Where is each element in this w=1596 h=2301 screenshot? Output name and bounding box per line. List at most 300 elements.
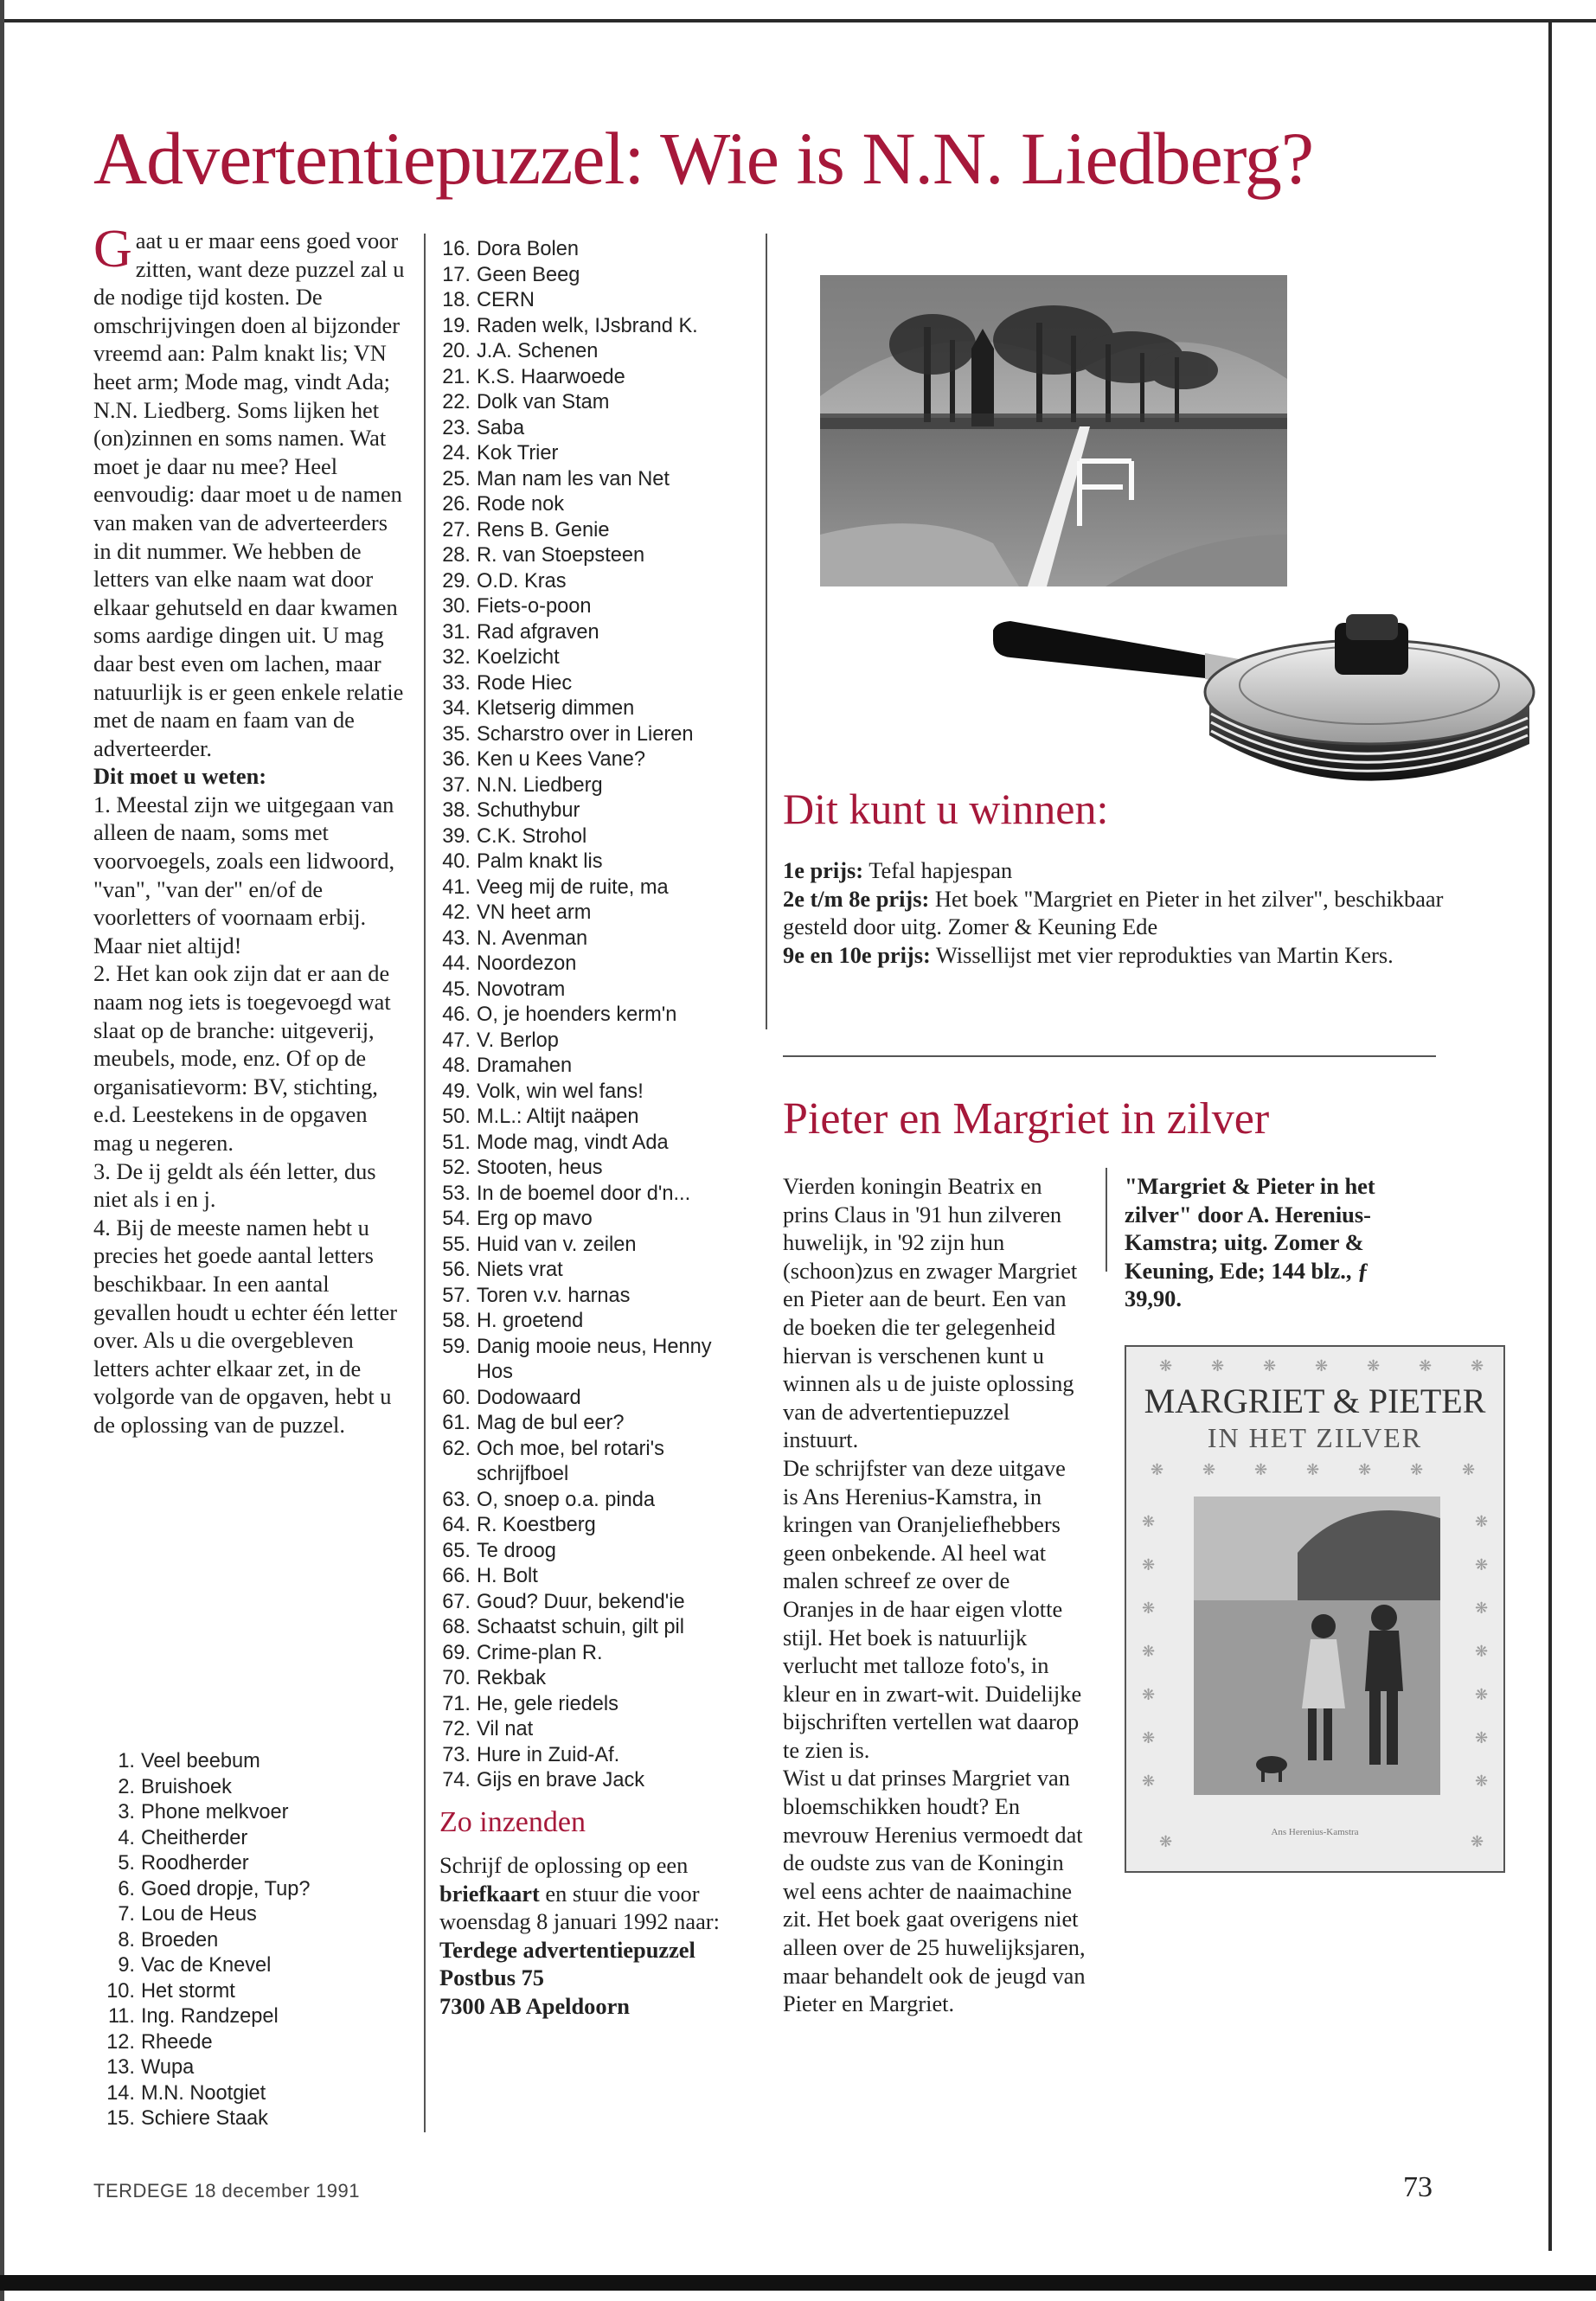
clue-number: 73. <box>442 1743 471 1766</box>
clue-item <box>439 1131 742 1157</box>
rules-subheading: Dit moet u weten: <box>93 763 267 790</box>
clue-text: Broeden <box>141 1928 219 1952</box>
svg-text:❋: ❋ <box>1475 1513 1489 1531</box>
clue-item <box>439 875 742 901</box>
clue-text: Te droog <box>477 1539 556 1562</box>
clue-number: 40. <box>442 850 471 873</box>
svg-text:❋: ❋ <box>1142 1686 1156 1704</box>
clue-number: 61. <box>442 1412 471 1434</box>
clue-text: M.L.: Altijt naäpen <box>477 1106 639 1128</box>
svg-text:❋: ❋ <box>1142 1599 1156 1618</box>
rule-item: 1. Meestal zijn we uitgegaan van alleen de naam, soms met voorvoegels, zoals een lidwoord, "van", "van der" en/of de voorletters of voornaam erbij. Maar niet altijd! <box>93 791 395 958</box>
clue-number: 63. <box>442 1488 471 1511</box>
clue-text: Scharstro over in Lieren <box>477 722 694 746</box>
clue-number: 13. <box>106 2056 135 2079</box>
svg-text:❋: ❋ <box>1263 1357 1277 1375</box>
clue-number: 28. <box>442 544 471 567</box>
clue-text: C.K. Strohol <box>477 824 587 848</box>
clue-text: N.N. Liedberg <box>477 773 603 797</box>
clue-text: M.N. Nootgiet <box>141 2081 266 2105</box>
clue-item <box>439 1386 742 1412</box>
clue-item <box>439 798 742 824</box>
clue-text: In de boemel door d'n... <box>477 1182 691 1205</box>
clue-text: Rheede <box>141 2030 213 2054</box>
clue-text: Danig mooie neus, Henny Hos <box>477 1335 712 1383</box>
clue-item <box>93 2004 310 2030</box>
clue-text: Rode nok <box>477 493 564 516</box>
article-heading: Pieter en Margriet in zilver <box>783 1094 1270 1144</box>
clue-text: Och moe, bel rotari's schrijfboel <box>477 1437 664 1485</box>
clue-number: 72. <box>442 1718 471 1740</box>
clue-text: Koelzicht <box>477 646 560 669</box>
address-line <box>439 1936 742 1965</box>
clue-number: 60. <box>442 1386 471 1409</box>
intro-paragraph <box>93 220 407 762</box>
clue-number: 74. <box>442 1769 471 1791</box>
clue-item <box>439 773 742 799</box>
clue-item <box>439 1488 742 1514</box>
clue-text: O.D. Kras <box>477 569 567 593</box>
page-title: Advertentiepuzzel: Wie is N.N. Liedberg? <box>93 117 1314 200</box>
clue-number: 59. <box>442 1335 471 1358</box>
clue-number: 12. <box>106 2030 135 2054</box>
clue-text: Goed dropje, Tup? <box>141 1877 311 1900</box>
clue-number: 50. <box>442 1106 471 1128</box>
clue-item <box>93 2106 310 2132</box>
clue-text: Vac de Knevel <box>141 1954 272 1977</box>
svg-text:❋: ❋ <box>1475 1729 1489 1747</box>
svg-text:❋: ❋ <box>1358 1461 1372 1479</box>
clue-number: 6. <box>118 1877 135 1900</box>
clue-number: 11. <box>107 2005 135 2028</box>
clue-item <box>439 645 742 671</box>
clue-number: 62. <box>442 1437 471 1460</box>
svg-text:❋: ❋ <box>1475 1643 1489 1661</box>
clue-number: 14. <box>106 2081 135 2105</box>
clue-item <box>439 1615 742 1641</box>
clue-item <box>93 1928 310 1954</box>
clue-text: Goud? Duur, bekend'ie <box>477 1590 685 1613</box>
clue-number: 2. <box>118 1775 135 1798</box>
clue-number: 19. <box>442 314 471 337</box>
clue-number: 18. <box>442 289 471 311</box>
clue-item <box>439 339 742 365</box>
clue-item <box>439 901 742 926</box>
clue-text: Erg op mavo <box>477 1208 593 1230</box>
prize-item <box>783 885 1449 941</box>
clue-text: Mag de bul eer? <box>477 1412 625 1434</box>
clue-text: Raden welk, IJsbrand K. <box>477 314 698 337</box>
svg-text:❋: ❋ <box>1475 1772 1489 1791</box>
clue-text: Schiere Staak <box>141 2107 268 2130</box>
clue-number: 35. <box>442 722 471 746</box>
clue-item <box>439 1641 742 1667</box>
clue-item <box>439 747 742 773</box>
column-rule <box>1106 1168 1107 1272</box>
clue-text: Rode Hiec <box>477 671 573 695</box>
clue-text: Kok Trier <box>477 442 559 465</box>
clue-item <box>93 1775 310 1801</box>
svg-text:❋: ❋ <box>1159 1357 1173 1375</box>
book-caption: "Margriet & Pieter in het zilver" door A. Herenius-Kamstra; uitg. Zomer & Keuning, Ede; 144 blz., ƒ 39,90. <box>1125 1173 1375 1312</box>
clue-number: 44. <box>442 952 471 975</box>
clue-item <box>93 2055 310 2081</box>
clue-item <box>93 1902 310 1928</box>
book-title-line2: IN HET ZILVER <box>1207 1422 1423 1453</box>
clue-item <box>439 237 742 263</box>
clue-item <box>439 314 742 340</box>
clue-item <box>439 467 742 493</box>
clue-item <box>439 1437 742 1488</box>
clue-text: Dora Bolen <box>477 238 580 260</box>
frame-left <box>0 0 4 2301</box>
clue-item <box>439 441 742 467</box>
svg-text:❋: ❋ <box>1419 1357 1433 1375</box>
clue-item <box>93 1877 310 1903</box>
prize-text: Wissellijst met vier reprodukties van Martin Kers. <box>930 941 1394 968</box>
address-line <box>439 1992 742 2021</box>
prize-label: 1e prijs: <box>783 857 864 883</box>
column-rule <box>766 234 767 1029</box>
footer-publication: TERDEGE 18 december 1991 <box>93 2180 360 2202</box>
clue-item <box>439 1564 742 1590</box>
frame-right <box>1548 19 1552 2251</box>
svg-text:❋: ❋ <box>1142 1513 1156 1531</box>
clue-number: 68. <box>442 1616 471 1638</box>
clue-number: 5. <box>118 1852 135 1875</box>
clue-text: Cheitherder <box>141 1826 248 1849</box>
clue-item <box>439 1717 742 1743</box>
clue-item <box>439 1054 742 1080</box>
clue-text: Novotram <box>477 977 566 1001</box>
clue-number: 29. <box>442 569 471 593</box>
clue-text: VN heet arm <box>477 901 592 924</box>
clue-item <box>93 1851 310 1877</box>
clue-text: Dolk van Stam <box>477 391 610 413</box>
svg-text:❋: ❋ <box>1475 1686 1489 1704</box>
clue-item <box>439 1513 742 1539</box>
clue-number: 65. <box>442 1539 471 1562</box>
svg-text:❋: ❋ <box>1142 1729 1156 1747</box>
clue-number: 34. <box>442 697 471 720</box>
clue-text: Phone melkvoer <box>141 1801 289 1823</box>
clue-text: O, je hoenders kerm'n <box>477 1003 677 1026</box>
clue-text: Roodherder <box>141 1852 249 1875</box>
clue-item <box>439 1411 742 1437</box>
clue-number: 67. <box>442 1590 471 1613</box>
prize-label: 2e t/m 8e prijs: <box>783 885 930 912</box>
clue-text: Gijs en brave Jack <box>477 1769 645 1791</box>
prizes-heading: Dit kunt u winnen: <box>783 785 1109 833</box>
clue-item <box>439 1258 742 1284</box>
clue-number: 17. <box>442 263 471 286</box>
clue-item <box>439 416 742 442</box>
article-paragraph: Wist u dat prinses Margriet van bloemschikken houdt? En mevrouw Herenius vermoedt dat de oudste zus van de Koningin wel eens achter de naaimachine zit. Het boek gaat overigens niet alleen over de 25 huwelijksjaren, maar behandelt ook de jeugd van Pieter en Margriet. <box>783 1765 1086 2017</box>
clue-item <box>439 671 742 697</box>
clue-item <box>439 696 742 722</box>
rule-item: 2. Het kan ook zijn dat er aan de naam nog iets is toegevoegd wat slaat op de branche: uitgeverij, meubels, mode, enz. Of op de organisatievorm: BV, stichting, e.d. Leestekens in de opgaven mag u negeren. <box>93 960 391 1156</box>
clue-number: 16. <box>442 238 471 260</box>
clue-text: Hure in Zuid-Af. <box>477 1743 620 1766</box>
clue-item <box>439 824 742 850</box>
clue-item <box>439 1029 742 1054</box>
clue-text: Crime-plan R. <box>477 1641 603 1664</box>
clue-item <box>439 263 742 289</box>
clue-number: 20. <box>442 340 471 362</box>
clue-item <box>439 722 742 748</box>
clue-number: 8. <box>118 1928 135 1952</box>
clue-text: Schuthybur <box>477 799 580 822</box>
clue-number: 15. <box>106 2107 135 2130</box>
clue-item <box>439 1309 742 1335</box>
clue-text: J.A. Schenen <box>477 340 599 362</box>
clue-item <box>439 1768 742 1794</box>
clue-text: Fiets-o-poon <box>477 595 592 618</box>
svg-text:❋: ❋ <box>1471 1833 1484 1851</box>
clue-text: Bruishoek <box>141 1775 232 1798</box>
svg-text:❋: ❋ <box>1475 1599 1489 1618</box>
clue-item <box>439 1335 742 1386</box>
clue-text: Stooten, heus <box>477 1157 603 1179</box>
clue-number: 39. <box>442 824 471 848</box>
clue-text: Rens B. Genie <box>477 518 610 542</box>
clue-text: Rad afgraven <box>477 620 599 644</box>
book-title-line1: MARGRIET & PIETER <box>1144 1381 1486 1420</box>
clue-text: Kletserig dimmen <box>477 697 635 720</box>
clue-item <box>439 1003 742 1029</box>
clue-text: Veel beebum <box>141 1750 260 1772</box>
clue-number: 27. <box>442 518 471 542</box>
frame-bottom <box>0 2275 1596 2291</box>
book-cover-image <box>1125 1345 1505 1873</box>
zo-inzenden-instructions <box>439 1851 742 1936</box>
clue-number: 22. <box>442 391 471 413</box>
clue-text: Saba <box>477 416 525 439</box>
clue-number: 66. <box>442 1565 471 1587</box>
clue-number: 58. <box>442 1310 471 1332</box>
clue-text: Mode mag, vindt Ada <box>477 1131 669 1154</box>
clue-text: He, gele riedels <box>477 1692 619 1715</box>
clue-number: 52. <box>442 1157 471 1179</box>
book-author: Ans Herenius-Kamstra <box>1271 1827 1359 1837</box>
clue-item <box>93 1953 310 1979</box>
clue-item <box>439 1666 742 1692</box>
clue-item <box>439 365 742 391</box>
clue-text: Geen Beeg <box>477 263 580 286</box>
svg-text:❋: ❋ <box>1142 1643 1156 1661</box>
clue-text: Ken u Kees Vane? <box>477 748 646 771</box>
svg-text:❋: ❋ <box>1475 1556 1489 1574</box>
clue-text: Rekbak <box>477 1667 546 1689</box>
clue-number: 30. <box>442 595 471 618</box>
prize-label: 9e en 10e prijs: <box>783 941 931 968</box>
article-body <box>783 1172 1086 2018</box>
clue-item <box>439 288 742 314</box>
svg-text:❋: ❋ <box>1159 1833 1173 1851</box>
prize-item <box>783 856 1449 885</box>
clue-item <box>439 518 742 544</box>
tefal-pan-image <box>993 571 1564 813</box>
clue-number: 41. <box>442 875 471 899</box>
clue-number: 70. <box>442 1667 471 1689</box>
prizes-list <box>783 856 1449 969</box>
clue-item <box>439 569 742 595</box>
clue-number: 21. <box>442 365 471 388</box>
clue-item <box>439 1080 742 1106</box>
clue-text: Palm knakt lis <box>477 850 603 873</box>
clue-text: Vil nat <box>477 1718 534 1740</box>
clue-text: Veeg mij de ruite, ma <box>477 875 669 899</box>
clue-number: 69. <box>442 1641 471 1664</box>
clue-number: 45. <box>442 977 471 1001</box>
zo-inzenden-text <box>439 1851 742 2021</box>
clue-text: R. van Stoepsteen <box>477 544 645 567</box>
clue-number: 38. <box>442 799 471 822</box>
clue-number: 51. <box>442 1131 471 1154</box>
clue-item <box>93 1800 310 1826</box>
clue-item <box>439 620 742 646</box>
instruction-bold: briefkaart <box>439 1880 540 1907</box>
svg-text:❋: ❋ <box>1471 1357 1484 1375</box>
clue-number: 64. <box>442 1514 471 1536</box>
frame-top <box>0 19 1596 22</box>
clue-text: Dodowaard <box>477 1386 581 1409</box>
clue-number: 32. <box>442 646 471 669</box>
clue-number: 24. <box>442 442 471 465</box>
clue-text: Volk, win wel fans! <box>477 1080 644 1103</box>
svg-text:❋: ❋ <box>1142 1772 1156 1791</box>
instruction-part: Schrijf de oplossing op een <box>439 1852 689 1878</box>
clue-number: 26. <box>442 493 471 516</box>
clue-item <box>439 1590 742 1616</box>
article-paragraph: De schrijfster van deze uitgave is Ans Herenius-Kamstra, in kringen van Oranjeliefhebbers geen onbekende. Al heel wat malen schreef ze over de Oranjes in de haar eigen vlotte stijl. Het boek is natuurlijk verlucht met talloze foto's, in kleur en in zwart-wit. Duidelijke bijschriften vertellen wat daarop te zien is. <box>783 1454 1082 1763</box>
clue-item <box>439 1105 742 1131</box>
clue-item <box>93 1979 310 2005</box>
rule-item: 3. De ij geldt als één letter, dus niet als i en j. <box>93 1157 376 1213</box>
clue-number: 53. <box>442 1182 471 1205</box>
clue-number: 47. <box>442 1029 471 1052</box>
svg-text:❋: ❋ <box>1315 1357 1329 1375</box>
clue-item <box>439 1539 742 1565</box>
clue-text: Lou de Heus <box>141 1903 257 1926</box>
intro-text: aat u er maar eens goed voor zitten, want deze puzzel zal u de nodige tijd kosten. De omschrijvingen doen al bijzonder vreemd aan: Palm knakt lis; VN heet arm; Mode mag, vindt Ada; N.N. Liedberg. Soms lijken het (on)zinnen en soms namen. Wat moet je daar nu mee? Heel eenvoudig: daar moet u de namen van maken van de adverteerders in dit nummer. We hebben de letters van elke naam wat door elkaar gehutseld en daar kwamen soms aardige dingen uit. U mag daar best even om lachen, maar natuurlijk is er geen enkele relatie met de naam en faam van de adverteerder. <box>93 228 405 761</box>
clue-number: 23. <box>442 416 471 439</box>
clue-item <box>93 1749 310 1775</box>
svg-text:❋: ❋ <box>1367 1357 1381 1375</box>
clue-number: 7. <box>118 1903 135 1926</box>
article-paragraph: Vierden koningin Beatrix en prins Claus in '91 hun zilveren huwelijk, in '92 zijn hun (schoon)zus en zwager Margriet en Pieter aan de beurt. Een van de boeken die ter gelegenheid hiervan is verschenen kunt u winnen als u de juiste oplossing van de advertentiepuzzel instuurt. <box>783 1173 1078 1453</box>
svg-text:❋: ❋ <box>1306 1461 1320 1479</box>
clue-number: 42. <box>442 901 471 924</box>
clue-text: N. Avenman <box>477 926 588 950</box>
clue-number: 4. <box>118 1826 135 1849</box>
clue-item <box>439 1207 742 1233</box>
svg-text:❋: ❋ <box>1202 1461 1216 1479</box>
clue-text: Dramahen <box>477 1054 573 1077</box>
clue-number: 33. <box>442 671 471 695</box>
rule-item: 4. Bij de meeste namen hebt u precies het goede aantal letters beschikbaar. In een aantal gevallen houdt u echter één letter over. Als u die overgebleven letters achter elkaar zet, in de volgorde van de opgaven, hebt u de oplossing van de puzzel. <box>93 1214 397 1438</box>
svg-text:❋: ❋ <box>1410 1461 1424 1479</box>
clue-item <box>439 1692 742 1718</box>
clue-number: 56. <box>442 1259 471 1281</box>
svg-text:❋: ❋ <box>1142 1556 1156 1574</box>
clue-text: CERN <box>477 289 535 311</box>
clue-item <box>439 543 742 569</box>
landscape-photo <box>820 275 1287 586</box>
svg-text:❋: ❋ <box>1151 1461 1164 1479</box>
svg-text:❋: ❋ <box>1211 1357 1225 1375</box>
clue-number: 1. <box>118 1750 135 1772</box>
clue-item <box>439 1743 742 1769</box>
clue-list-2 <box>439 237 742 1794</box>
clue-text: Man nam les van Net <box>477 467 670 490</box>
clue-number: 71. <box>442 1692 471 1715</box>
clue-text: Toren v.v. harnas <box>477 1284 631 1307</box>
intro-column <box>93 220 407 1439</box>
clue-number: 9. <box>118 1954 135 1977</box>
clue-item <box>439 926 742 952</box>
address-city: 7300 AB Apeldoorn <box>439 1992 630 2019</box>
clue-text: K.S. Haarwoede <box>477 365 625 388</box>
clue-text: Schaatst schuin, gilt pil <box>477 1616 684 1638</box>
prize-item <box>783 941 1449 970</box>
clue-text: Noordezon <box>477 952 577 975</box>
clue-number: 57. <box>442 1284 471 1307</box>
section-divider <box>783 1055 1436 1057</box>
clue-item <box>93 2030 310 2056</box>
column-rule <box>424 234 426 2132</box>
svg-text:❋: ❋ <box>1462 1461 1476 1479</box>
clue-number: 25. <box>442 467 471 490</box>
clue-text: H. groetend <box>477 1310 584 1332</box>
clue-number: 54. <box>442 1208 471 1230</box>
clue-item <box>93 1826 310 1852</box>
clue-item <box>439 952 742 977</box>
clue-item <box>439 1156 742 1182</box>
zo-inzenden-heading: Zo inzenden <box>439 1806 586 1838</box>
clue-text: Huid van v. zeilen <box>477 1233 637 1256</box>
address-line <box>439 1964 742 1992</box>
address-postbus: Postbus 75 <box>439 1965 544 1991</box>
clue-number: 49. <box>442 1080 471 1103</box>
clue-number: 37. <box>442 773 471 797</box>
clue-number: 55. <box>442 1233 471 1256</box>
address-name: Terdege advertentiepuzzel <box>439 1936 695 1963</box>
clue-item <box>93 2081 310 2107</box>
clue-text: Wupa <box>141 2056 195 2079</box>
clue-number: 3. <box>118 1801 135 1823</box>
clue-number: 31. <box>442 620 471 644</box>
clue-item <box>439 594 742 620</box>
clue-list-1 <box>93 1749 310 2132</box>
clue-item <box>439 390 742 416</box>
prize-text: Het boek "Margriet en Pieter in het zilver", beschikbaar gesteld door uitg. Zomer & Keuning Ede <box>783 885 1444 940</box>
clue-text: O, snoep o.a. pinda <box>477 1488 655 1511</box>
clue-number: 36. <box>442 748 471 771</box>
clue-text: R. Koestberg <box>477 1514 596 1536</box>
clue-text: Ing. Randzepel <box>141 2005 279 2028</box>
instruction-part: en stuur die voor woensdag 8 januari 1992 naar: <box>439 1880 720 1935</box>
clue-item <box>439 1233 742 1259</box>
clue-item <box>439 492 742 518</box>
clue-number: 48. <box>442 1054 471 1077</box>
clue-number: 46. <box>442 1003 471 1026</box>
clue-text: H. Bolt <box>477 1565 538 1587</box>
clue-text: Niets vrat <box>477 1259 563 1281</box>
clue-number: 10. <box>106 1979 135 2003</box>
drop-cap: G <box>93 220 132 279</box>
svg-text:❋: ❋ <box>1254 1461 1268 1479</box>
